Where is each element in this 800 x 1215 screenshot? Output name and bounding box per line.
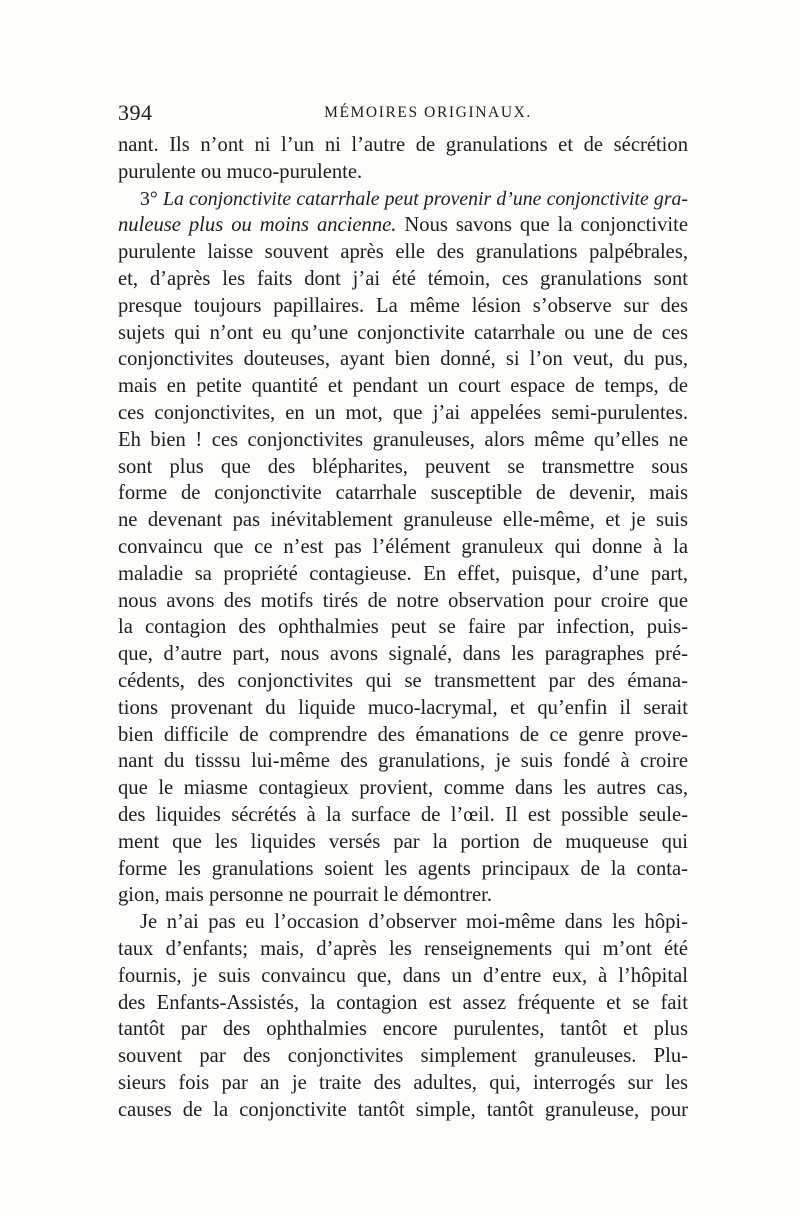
text-line: des Enfants-Assistés, la contagion est assez fréquente et se fait — [118, 991, 688, 1014]
text-line: ces conjonctivites, en un mot, que j’ai appelées semi-purulentes. — [118, 401, 688, 424]
text-segment: 3° — [140, 187, 163, 210]
running-title: MÉMOIRES ORIGINAUX. — [324, 104, 532, 121]
text-line: forme les granulations soient les agents principaux de la conta- — [118, 857, 688, 880]
text-line: fournis, je suis convaincu que, dans un d’entre eux, à l’hôpital — [118, 964, 688, 987]
text-line: sujets qui n’ont eu qu’une conjonctivite catarrhale ou une de ces — [118, 321, 688, 344]
text-line: maladie sa propriété contagieuse. En effet, puisque, d’une part, — [118, 562, 688, 585]
text-line: des liquides sécrétés à la surface de l’œil. Il est possible seule- — [118, 803, 688, 826]
text-line: que, d’autre part, nous avons signalé, dans les paragraphes pré- — [118, 643, 688, 666]
text-line: nant du tisssu lui-même des granulations, je suis fondé à croire — [118, 750, 688, 773]
text-segment: Nous savons que la conjonctivite — [396, 214, 688, 237]
text-line: que le miasme contagieux provient, comme dans les autres cas, — [118, 777, 688, 800]
text-line: presque toujours papillaires. La même lésion s’observe sur des — [118, 294, 688, 317]
text-line: souvent par des conjonctivites simplement granuleuses. Plu- — [118, 1045, 688, 1068]
text-line: et, d’après les faits dont j’ai été témoin, ces granulations sont — [118, 267, 688, 290]
text-line: bien difficile de comprendre des émanations de ce genre prove- — [118, 723, 688, 746]
text-line: sieurs fois par an je traite des adultes, qui, interrogés sur les — [118, 1071, 688, 1094]
body-text — [118, 132, 688, 1123]
running-head — [118, 100, 688, 128]
text-line: Eh bien ! ces conjonctivites granuleuses, alors même qu’elles ne — [118, 428, 688, 451]
text-line: ne devenant pas inévitablement granuleuse elle-même, et je suis — [118, 509, 688, 532]
text-line: Je n’ai pas eu l’occasion d’observer moi-même dans les hôpi- — [140, 911, 688, 934]
text-line: gion, mais personne ne pourrait le démontrer. — [118, 884, 493, 907]
text-line: sont plus que des blépharites, peuvent se transmettre sous — [118, 455, 688, 478]
text-line: purulente ou muco-purulente. — [118, 160, 363, 183]
page-number: 394 — [118, 100, 153, 125]
text-line: purulente laisse souvent après elle des granulations palpébrales, — [118, 241, 688, 264]
text-line: la contagion des ophthalmies peut se faire par infection, puis- — [118, 616, 688, 639]
italic-text: nuleuse plus ou moins ancienne. — [118, 214, 397, 237]
text-line — [118, 186, 688, 213]
text-line: ment que les liquides versés par la portion de muqueuse qui — [118, 830, 688, 853]
text-line: conjonctivites douteuses, ayant bien donné, si l’on veut, du pus, — [118, 348, 688, 371]
text-line: tions provenant du liquide muco-lacrymal, et qu’enfin il serait — [118, 696, 688, 719]
text-line: tantôt par des ophthalmies encore purulentes, tantôt et plus — [118, 1018, 688, 1041]
text-line: convaincu que ce n’est pas l’élément granuleux qui donne à la — [118, 535, 688, 558]
text-line — [118, 212, 688, 239]
text-line: taux d’enfants; mais, d’après les renseignements qui m’ont été — [118, 937, 688, 960]
text-line: causes de la conjonctivite tantôt simple, tantôt granuleuse, pour — [118, 1098, 688, 1121]
italic-text: La conjonctivite catarrhale peut provenir d’une conjonctivite gra- — [162, 187, 688, 210]
text-line: nous avons des motifs tirés de notre observation pour croire que — [118, 589, 688, 612]
text-line: cédents, des conjonctivites qui se transmettent par des émana- — [118, 669, 688, 692]
text-line: forme de conjonctivite catarrhale susceptible de devenir, mais — [118, 482, 688, 505]
text-line: mais en petite quantité et pendant un court espace de temps, de — [118, 375, 688, 398]
text-line: nant. Ils n’ont ni l’un ni l’autre de granulations et de sécrétion — [118, 134, 688, 156]
